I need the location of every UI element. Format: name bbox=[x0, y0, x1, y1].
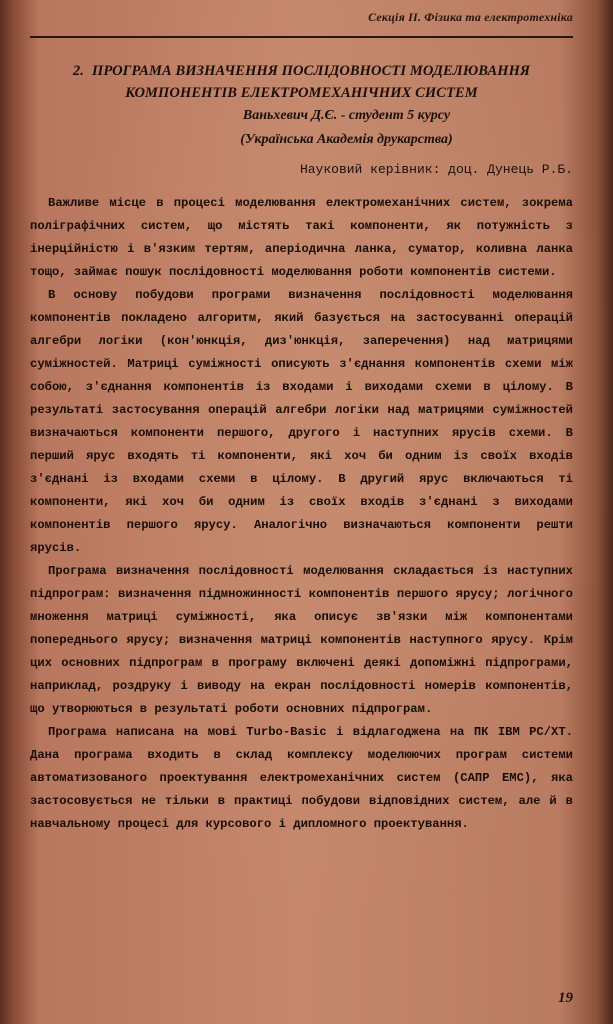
author: Ваньхевич Д.Є. - студент 5 курсу bbox=[242, 108, 451, 123]
article-title bbox=[30, 60, 573, 104]
page-number: 19 bbox=[558, 990, 573, 1006]
article-body bbox=[30, 192, 573, 836]
title-line-2: КОМПОНЕНТІВ ЕЛЕКТРОМЕХАНІЧНИХ СИСТЕМ bbox=[125, 85, 478, 101]
running-header: Секція II. Фізика та електротехніка bbox=[368, 10, 573, 24]
supervisor: Науковий керівник: доц. Дунець Р.Б. bbox=[299, 162, 573, 177]
paragraph: Важливе місце в процесі моделювання електромеханічних систем, зокрема поліграфічних систем, що містять такі компоненти, як потужність з інерційністю і в'язким тертям, аперіодична ланка, суматор, коливна ланка тощо, займає пошук послідовності моделювання роботи компонентів системи. bbox=[30, 196, 573, 279]
paragraph: Програма визначення послідовності моделювання складається із наступних підпрограм: визначення підмножинності компонентів першого ярусу; логічного множення матриці суміжності, яка описує зв'язки між компонентами попереднього ярусу; визначення матриці компонентів наступного ярусу. Крім цих основних підпрограм в програму включені деякі допоміжні підпрограми, наприклад, роздруку і виводу на екран послідовності номерів компонентів, що утворюються в результаті роботи основних підпрограм. bbox=[30, 564, 573, 716]
title-line-1 bbox=[30, 60, 573, 82]
title-text-1: ПРОГРАМА ВИЗНАЧЕННЯ ПОСЛІДОВНОСТІ МОДЕЛЮВАННЯ bbox=[91, 63, 531, 79]
affiliation: (Українська Академія друкарства) bbox=[240, 132, 453, 147]
paragraph: В основу побудови програми визначення послідовності моделювання компонентів покладено алгоритм, який базується на застосуванні операцій алгебри логіки (кон'юнкція, диз'юнкція, заперечення) над матрицями суміжностей. Матриці суміжності описують з'єднання компонентів схеми між собою, з'єднання компонентів із входами і виходами схеми в цілому. В результаті застосування операцій алгебри логіки над матрицями суміжностей визначаються компоненти першого, другого і наступних ярусів схеми. В перший ярус входять ті компоненти, які хоч би одним із своїх входів з'єднані із входами схеми в цілому. В другий ярус включаються ті компоненти, які хоч би одним із своїх входів з'єднані з виходами компонентів першого ярусу. Аналогічно визначаються компоненти решти ярусів. bbox=[30, 288, 573, 555]
header-rule bbox=[30, 36, 573, 38]
article-number: 2. bbox=[72, 63, 84, 79]
paragraph: Програма написана на мові Turbo-Basic і відлагоджена на ПК IBM PC/XT. Дана програма входить в склад комплексу моделюючих програм системи автоматизованого проектування електромеханічних систем (САПР ЕМС), яка застосовується не тільки в практиці побудови відповідних систем, але й в навчальному процесі для курсового і дипломного проектування. bbox=[30, 725, 573, 831]
